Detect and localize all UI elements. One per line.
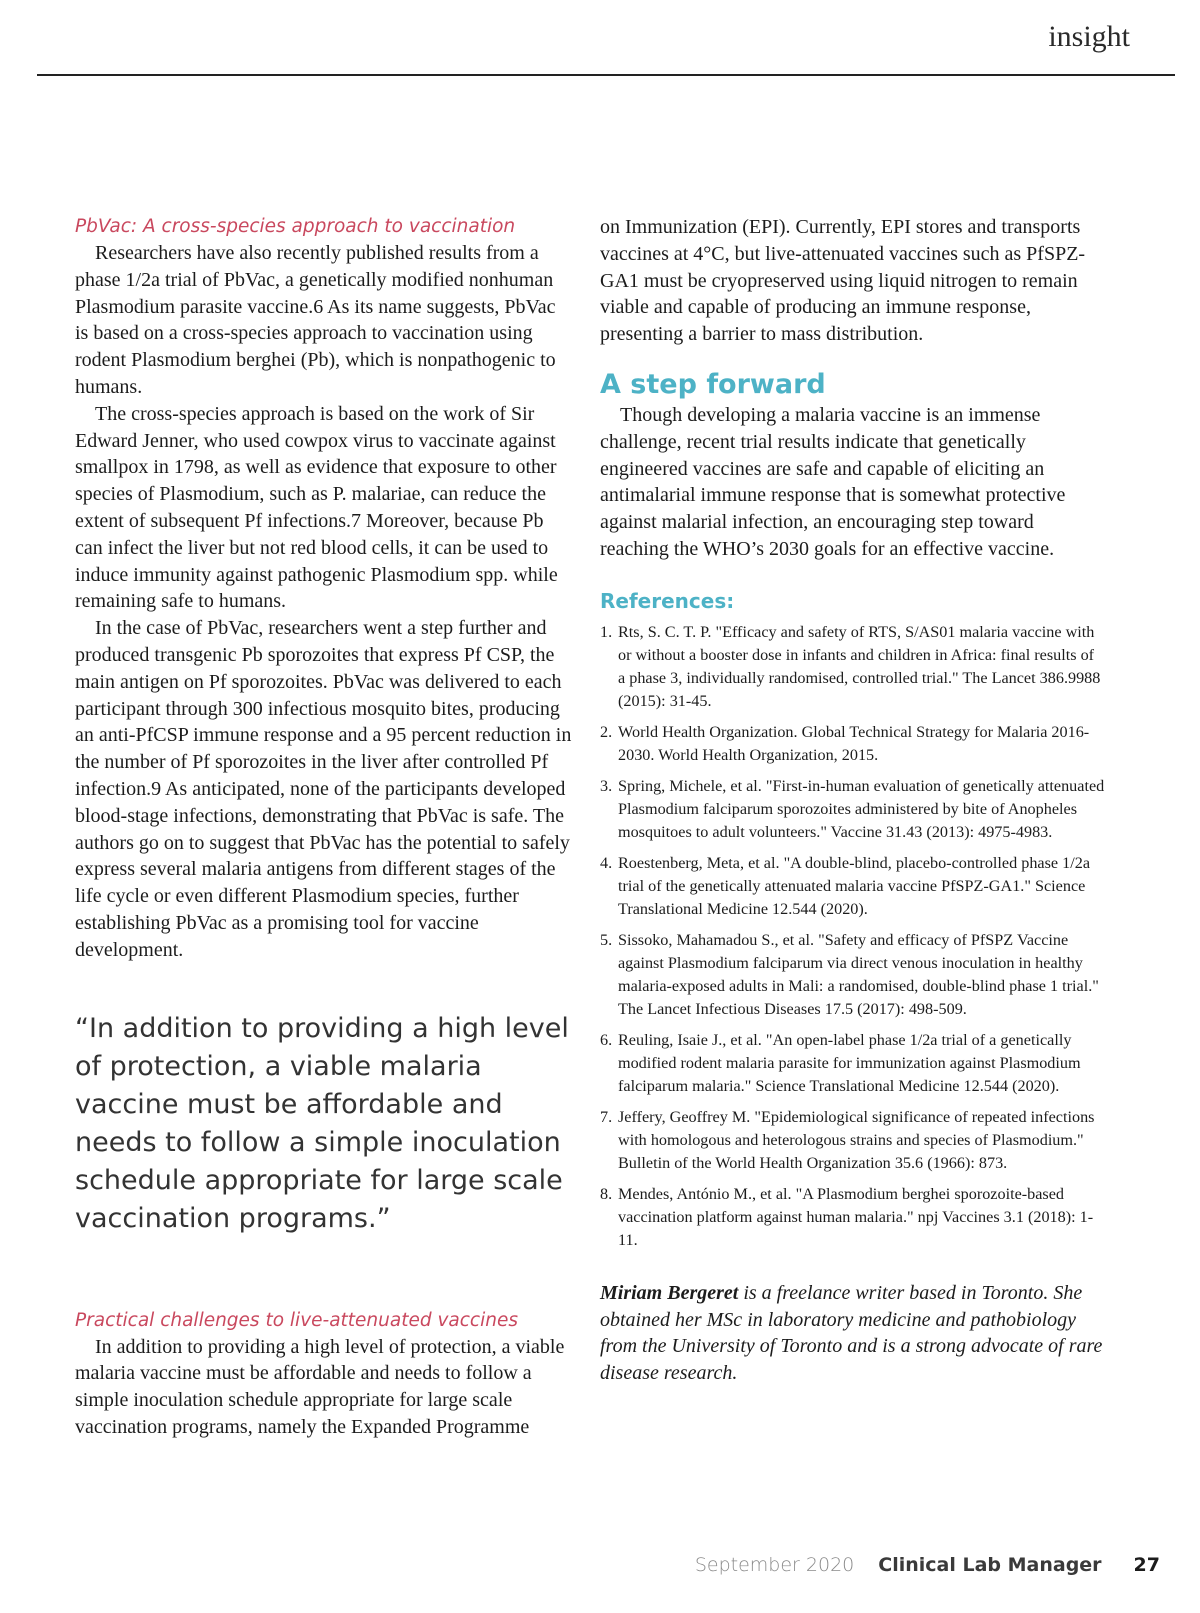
paragraph-pbvac-intro: Researchers have also recently published results from a phase 1/2a trial of PbVac, a genetically modified nonhuman Plasmodium parasite vaccine.6 As its name suggests, PbVac is based on a cross-species approach to vaccination using rodent Plasmodium berghei (Pb), which is nonpathogenic to humans.	[75, 242, 556, 398]
section-heading-step-forward: A step forward	[600, 368, 826, 400]
references-heading: References:	[600, 588, 735, 613]
paragraph-epi-continued: on Immunization (EPI). Currently, EPI stores and transports vaccines at 4°C, but live-attenuated vaccines such as PfSPZ-GA1 must be cryopreserved using liquid nitrogen to remain viable and capable of producing an immune response, presenting a barrier to mass distribution.	[600, 216, 1086, 346]
author-bio	[600, 1280, 1105, 1387]
subhead-practical-challenges: Practical challenges to live-attenuated vaccines	[75, 1309, 518, 1331]
reference-item: 5. Sissoko, Mahamadou S., et al. "Safety and efficacy of PfSPZ Vaccine against Plasmodium falciparum via direct venous inoculation in healthy malaria-exposed adults in Mali: a randomised, double-blind phase 1 trial." The Lancet Infectious Diseases 17.5 (2017): 498-509.	[600, 930, 1099, 1018]
page-footer	[695, 1554, 1160, 1576]
reference-item: 3. Spring, Michele, et al. "First-in-human evaluation of genetically attenuated Plasmodium falciparum sporozoites administered by bite of Anopheles mosquitoes to adult volunteers." Vaccine 31.43 (2013): 4975-4983.	[600, 776, 1105, 841]
reference-item: 8. Mendes, António M., et al. "A Plasmodium berghei sporozoite-based vaccination platform against human malaria." npj Vaccines 3.1 (2018): 1-11.	[600, 1184, 1094, 1249]
paragraph-transgenic: In the case of PbVac, researchers went a step further and produced transgenic Pb sporozoites that express Pf CSP, the main antigen on Pf sporozoites. PbVac was delivered to each participant through 300 infectious mosquito bites, producing an anti-PfCSP immune response and a 95 percent reduction in the number of Pf sporozoites in the liver after controlled Pf infection.9 As anticipated, none of the participants developed blood-stage infections, demonstrating that PbVac is safe. The authors go on to suggest that PbVac has the potential to safely express several malaria antigens from different stages of the life cycle or even different Plasmodium species, further establishing PbVac as a promising tool for vaccine development.	[75, 617, 572, 961]
left-column	[75, 214, 573, 1441]
reference-item: 2. World Health Organization. Global Technical Strategy for Malaria 2016-2030. World Health Organization, 2015.	[600, 722, 1090, 764]
issue-date: September 2020	[694, 1554, 855, 1576]
reference-item: 6. Reuling, Isaie J., et al. "An open-label phase 1/2a trial of a genetically modified rodent malaria parasite for immunization against Plasmodium falciparum malaria." Science Translational Medicine 12.544 (2020).	[600, 1030, 1081, 1095]
paragraph-practical-challenges: In addition to providing a high level of protection, a viable malaria vaccine must be affordable and needs to follow a simple inoculation schedule appropriate for large scale vaccination programs, namely the Expanded Programme	[75, 1335, 565, 1438]
paragraph-cross-species: The cross-species approach is based on the work of Sir Edward Jenner, who used cowpox virus to vaccinate against smallpox in 1798, as well as evidence that exposure to other species of Plasmodium, such as P. malariae, can reduce the extent of subsequent Pf infections.7 Moreover, because Pb can infect the liver but not red blood cells, it can be used to induce immunity against pathogenic Plasmodium spp. while remaining safe to humans.	[75, 402, 558, 613]
pull-quote: “In addition to providing a high level of protection, a viable malaria vaccine must be affordable and needs to follow a simple inoculation schedule appropriate for large scale vaccination programs.”	[75, 1012, 569, 1234]
section-label: insight	[1048, 20, 1130, 53]
reference-item: 4. Roestenberg, Meta, et al. "A double-blind, placebo-controlled phase 1/2a trial of the genetically attenuated malaria vaccine PfSPZ-GA1." Science Translational Medicine 12.544 (2020).	[600, 853, 1091, 918]
author-name: Miriam Bergeret	[600, 1281, 739, 1304]
references-list	[600, 621, 1105, 1252]
right-column	[600, 214, 1105, 1387]
subhead-pbvac: PbVac: A cross-species approach to vaccination	[75, 216, 516, 237]
paragraph-step-forward: Though developing a malaria vaccine is an immense challenge, recent trial results indicate that genetically engineered vaccines are safe and capable of eliciting an antimalarial immune response that is somewhat protective against malarial infection, an encouraging step toward reaching the WHO’s 2030 goals for an effective vaccine.	[600, 403, 1066, 560]
header-divider	[37, 74, 1175, 76]
author-bio-text: is a freelance writer based in Toronto. She obtained her MSc in laboratory medicine and pathobiology from the University of Toronto and is a strong advocate of rare disease research.	[600, 1281, 1103, 1385]
reference-item: 7. Jeffery, Geoffrey M. "Epidemiological significance of repeated infections with homologous and heterologous strains and species of Plasmodium." Bulletin of the World Health Organization 35.6 (1966): 873.	[600, 1107, 1095, 1172]
reference-item: 1. Rts, S. C. T. P. "Efficacy and safety of RTS, S/AS01 malaria vaccine with or without a booster dose in infants and children in Africa: final results of a phase 3, individually randomised, controlled trial." The Lancet 386.9988 (2015): 31-45.	[600, 622, 1101, 710]
magazine-title: Clinical Lab Manager	[878, 1554, 1102, 1576]
page-number: 27	[1133, 1554, 1160, 1576]
